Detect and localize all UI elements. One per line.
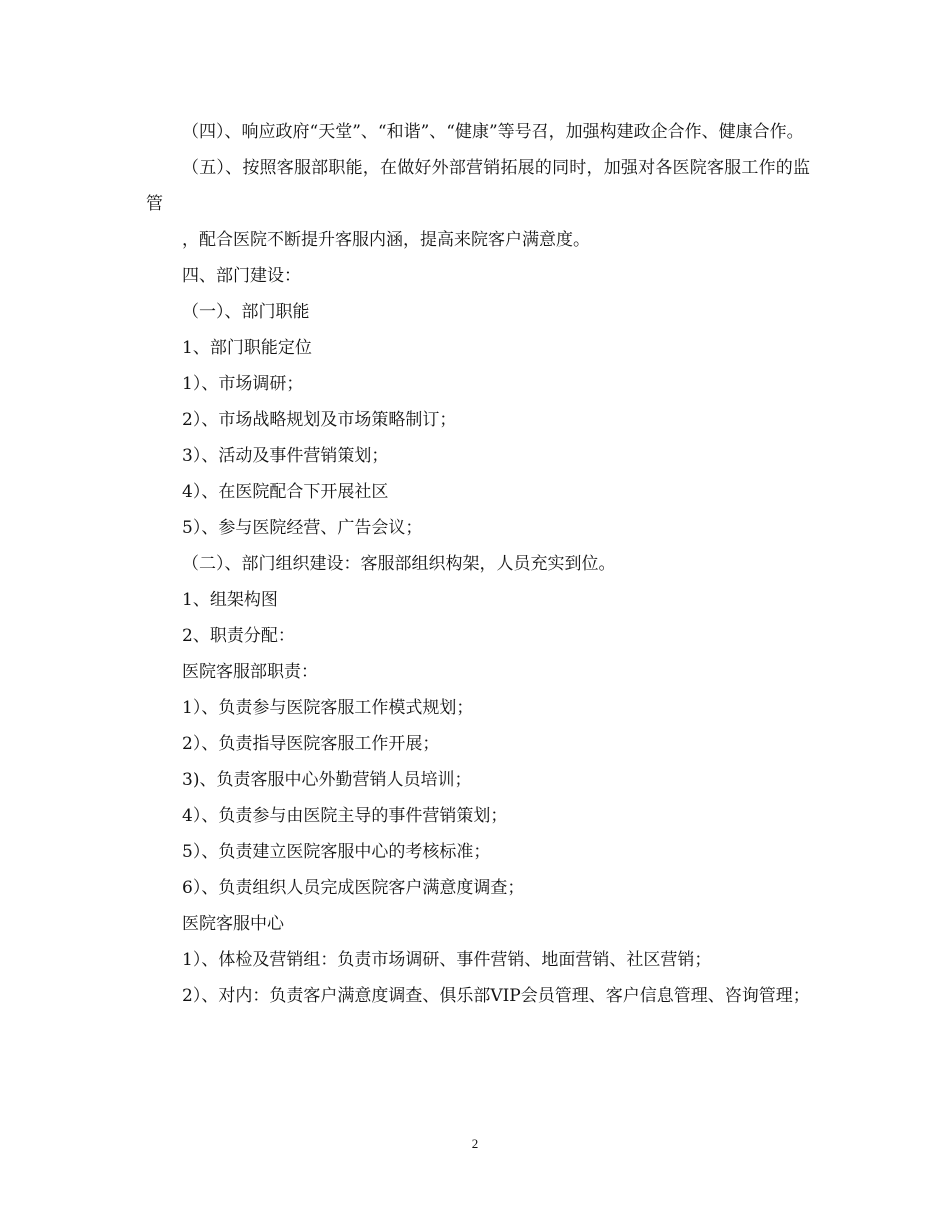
paragraph: 4）、负责参与由医院主导的事件营销策划； — [182, 806, 508, 826]
paragraph: （四）、响应政府“天堂”、“和谐”、“健康”等号召，加强构建政企合作、健康合作。 — [182, 122, 804, 142]
paragraph: 2）、市场战略规划及市场策略制订； — [182, 410, 457, 430]
paragraph: 6）、负责组织人员完成医院客户满意度调查； — [182, 878, 525, 898]
paragraph: （一）、部门职能 — [182, 302, 310, 322]
paragraph: 4）、在医院配合下开展社区 — [182, 482, 389, 502]
paragraph: 1、组架构图 — [182, 590, 278, 610]
paragraph: 医院客服中心 — [182, 914, 284, 934]
paragraph: 1）、体检及营销组：负责市场调研、事件营销、地面营销、社区营销； — [182, 950, 712, 970]
paragraph: （五）、按照客服部职能，在做好外部营销拓展的同时，加强对各医院客服工作的监管 — [146, 158, 810, 214]
paragraph: 3）、活动及事件营销策划； — [182, 446, 389, 466]
paragraph: 2）、负责指导医院客服工作开展； — [182, 734, 440, 754]
paragraph: （二）、部门组织建设：客服部组织构架，人员充实到位。 — [182, 554, 616, 574]
paragraph: 四、部门建设： — [182, 266, 301, 286]
paragraph: 3)、负责客服中心外勤营销人员培训； — [182, 770, 472, 790]
paragraph: ，配合医院不断提升客服内涵，提高来院客户满意度。 — [182, 230, 590, 250]
paragraph: 1）、负责参与医院客服工作模式规划； — [182, 698, 474, 718]
paragraph: 1、部门职能定位 — [182, 338, 312, 358]
document-body — [146, 114, 810, 1014]
paragraph: 2、职责分配： — [182, 626, 295, 646]
paragraph: 医院客服部职责： — [182, 662, 318, 682]
page-number: 2 — [471, 1136, 479, 1151]
paragraph: 1）、市场调研； — [182, 374, 304, 394]
paragraph: 5）、参与医院经营、广告会议； — [182, 518, 423, 538]
paragraph: 2）、对内：负责客户满意度调查、俱乐部VIP会员管理、客户信息管理、咨询管理； — [182, 986, 810, 1006]
paragraph: 5）、负责建立医院客服中心的考核标准； — [182, 842, 491, 862]
